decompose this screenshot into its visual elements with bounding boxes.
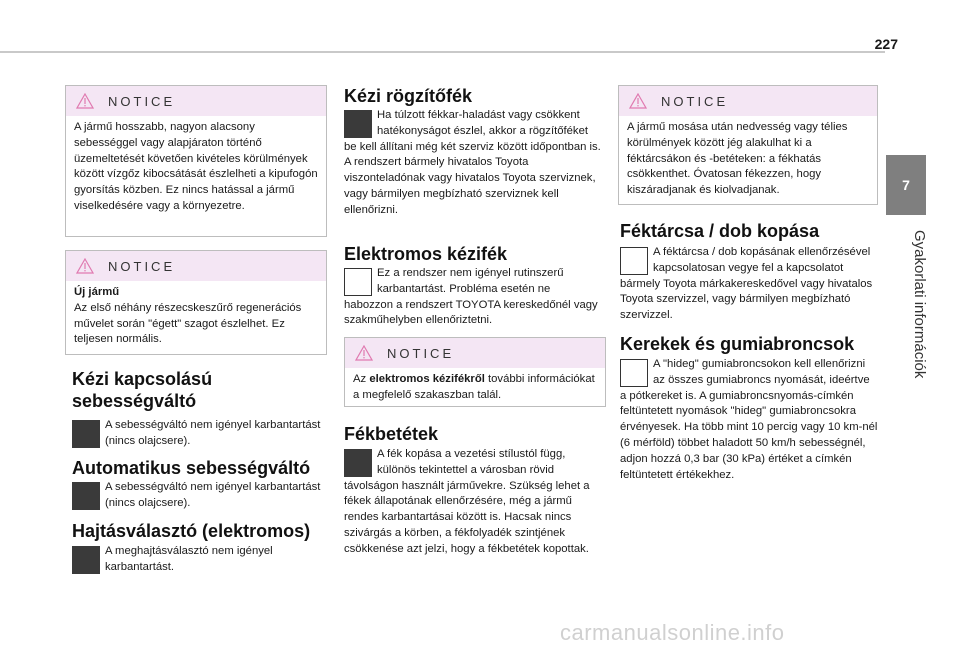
wrench-icon (72, 482, 100, 510)
notice-header (66, 251, 326, 281)
entry-text: A sebességváltó nem igényel karbantartást (nincs olajcsere). (105, 481, 321, 509)
entry-drive-selector (72, 544, 322, 576)
heading-automatic-transmission: Automatikus sebességváltó (72, 458, 311, 478)
warning-icon (629, 93, 647, 109)
notice-text: A jármű mosása után nedvesség vagy télies körülmények között jég alakulhat ki a féktárcsákon és -betéteken: a fékhatás csökkenthet. Óvatosan fékezzen, hogy kiszáradjanak és kiolvadjanak. (627, 121, 848, 197)
notice-text-post: további információkat a megfelelő szakaszban talál. (353, 373, 595, 401)
watermark: carmanualsonline.info (560, 620, 785, 645)
notice-text (66, 281, 326, 354)
notice-title: NOTICE (387, 345, 455, 361)
parking-brake-icon (344, 268, 372, 296)
entry-text: A sebességváltó nem igényel karbantartást (nincs olajcsere). (105, 419, 321, 447)
notice-box (65, 85, 327, 237)
entry-text: Ha túlzott fékkar-haladást vagy csökkent hatékonyságot észlel, akkor a rögzítőféket be kell állítani még két szerviz között időpontban is. A rendszert bármely hivatalos Toyota viszonteladónak vagy hivatalos Toyota szerviznek, vagy bármilyen megbízható szerviznek kell ellenőrizni. (344, 109, 601, 216)
notice-header (66, 86, 326, 116)
notice-text (345, 368, 605, 410)
notice-body-text: Az első néhány részecskeszűrő regenerációs művelet során "égett" szagot észlelhet. Ez teljesen normális. (74, 301, 302, 346)
heading-wheels-tyres: Kerekek és gumiabroncsok (620, 334, 855, 354)
notice-header (619, 86, 877, 116)
heading-brake-pads: Fékbetétek (344, 424, 439, 444)
notice-bold-heading: Új jármű (74, 286, 120, 298)
chapter-tab[interactable]: 7 (886, 155, 926, 215)
entry-text: A féktárcsa / dob kopásának ellenőrzésével kapcsolatosan vegye fel a kapcsolatot bármely Toyota márkakereskedővel vagy hivatalos Toyota szervizzel, vagy bármilyen megbízható szervizzel. (620, 246, 873, 322)
notice-text-bold: elektromos kézifékről (369, 373, 485, 385)
tyre-icon (620, 247, 648, 275)
entry-text: Ez a rendszer nem igényel rutinszerű karbantartást. Probléma esetén ne habozzon a rendszert TOYOTA kereskedőnél vagy szakműhelyben ellenőriztetni. (344, 267, 598, 327)
entry-text: A fék kopása a vezetési stílustól függ, különös tekintettel a városban rövid távolságon használt járművekre. Szükség lehet a fékek állapotának ellenőrzésére, még a jármű rendes karbantartásai között is. Hacsak nincs szivárgás a körben, a fékfolyadék szintjének csökkenése azt jelzi, hogy a fékbetétek kopottak. (344, 448, 590, 555)
notice-text-pre: Az (353, 373, 370, 385)
notice-header (345, 338, 605, 368)
heading-disc-wear: Féktárcsa / dob kopása (620, 221, 820, 241)
heading-electric-brake: Elektromos kézifék (344, 244, 508, 264)
heading-manual-transmission: Kézi kapcsolású sebességváltó (72, 369, 213, 411)
chapter-label: Gyakorlati információk (911, 229, 928, 379)
entry-hand-brake (344, 108, 602, 219)
entry-manual-transmission (72, 418, 322, 450)
tyre-icon (620, 359, 648, 387)
entry-text: A "hideg" gumiabroncsokon kell ellenőrizni az összes gumiabroncs nyomását, ideértve a pótkereket is. A gumiabroncsnyomás-címkén feltüntetett nyomások "hideg" gumiabroncsokra érvényesek. Ha több mint 10 percig vagy 10 km-nél (6 mérföld) többet haladott 50 km/h sebességnél, adjon hozzá 0,3 bar (30 kPa) értéket a címkén feltüntetett értékekhez. (620, 358, 878, 481)
entry-electric-brake (344, 266, 602, 329)
notice-text: A jármű hosszabb, nagyon alacsony sebességgel vagy alapjáraton történő üzemeltetését követően kivételes körülmények között vízgőz kibocsátását észlelheti a kipufogón gyorsítás közben. Ez nincs hatással a jármű viselkedésére vagy a környezetre. (74, 121, 318, 212)
warning-icon (355, 345, 373, 361)
notice-title: NOTICE (108, 258, 176, 274)
wrench-icon (72, 420, 100, 448)
heading-drive-selector: Hajtásválasztó (elektromos) (72, 521, 311, 541)
wrench-icon (72, 546, 100, 574)
warning-icon (76, 93, 94, 109)
notice-box (65, 250, 327, 355)
heading-hand-brake: Kézi rögzítőfék (344, 86, 473, 106)
header-rule (0, 51, 885, 53)
page-number: 227 (874, 36, 898, 52)
warning-icon (76, 258, 94, 274)
entry-wheels-tyres (620, 357, 878, 483)
notice-box (344, 337, 606, 407)
wrench-icon (344, 110, 372, 138)
entry-automatic-transmission (72, 480, 322, 512)
entry-text: A meghajtásválasztó nem igényel karbantartást. (105, 545, 273, 573)
entry-disc-wear (620, 245, 878, 324)
notice-box (618, 85, 878, 205)
entry-brake-pads (344, 447, 602, 558)
notice-title: NOTICE (108, 93, 176, 109)
wrench-icon (344, 449, 372, 477)
notice-title: NOTICE (661, 93, 729, 109)
